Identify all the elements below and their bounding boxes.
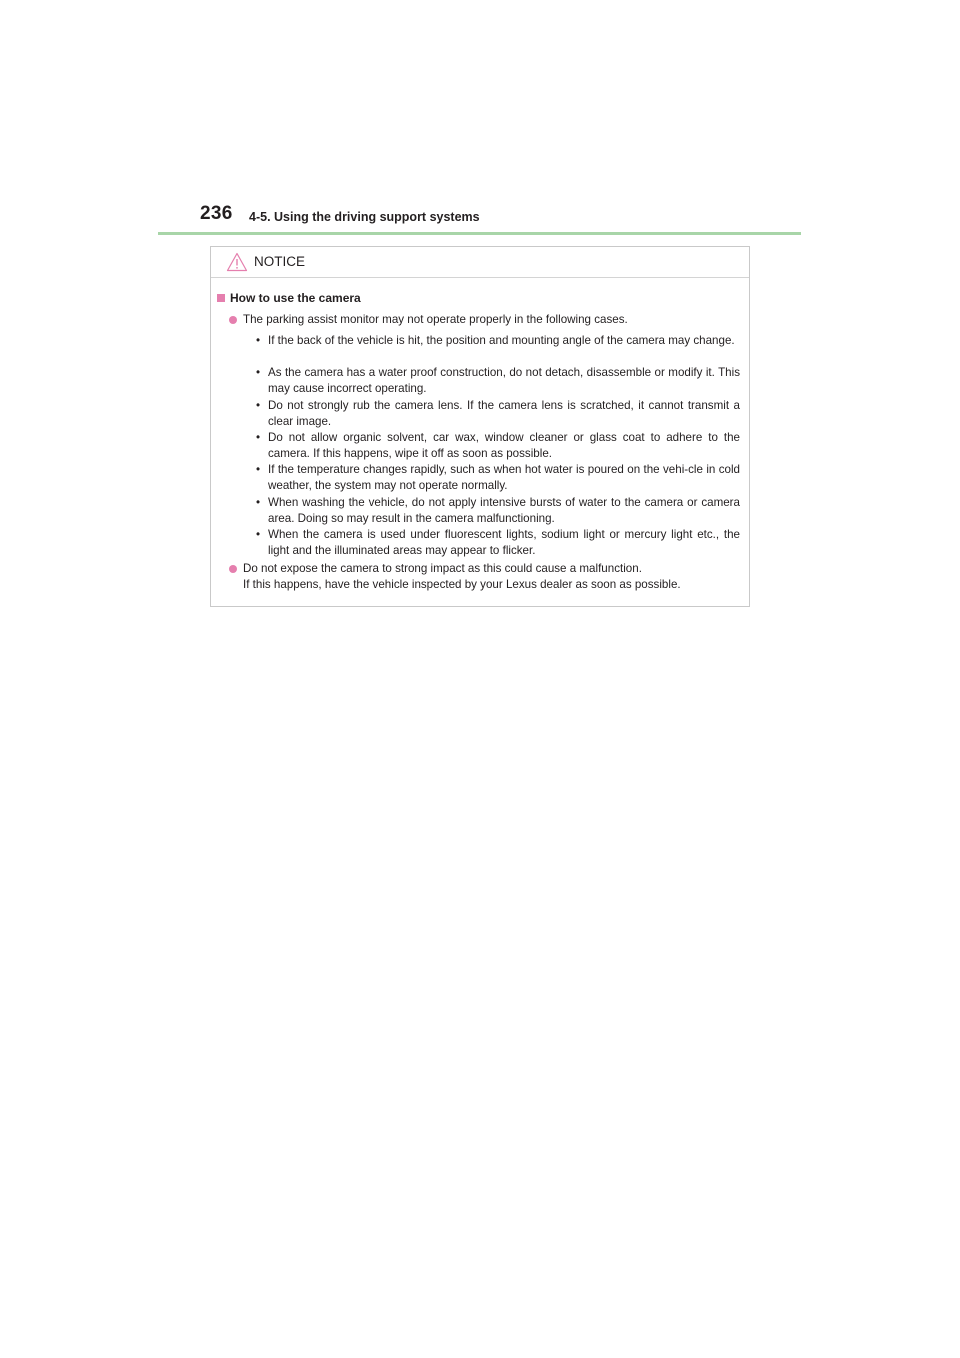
circle-bullet-icon [229,316,237,324]
list-item: • Do not strongly rub the camera lens. If the camera lens is scratched, it cannot transmit a clear image. [256,399,740,428]
list-item: • Do not allow organic solvent, car wax, window cleaner or glass coat to adhere to the camera. If this happens, wipe it off as soon as possible. [256,431,740,460]
notice-header [211,247,749,278]
bullet-text-line2: If this happens, have the vehicle inspected by your Lexus dealer as soon as possible. [243,578,681,591]
list-item: • If the back of the vehicle is hit, the position and mounting angle of the camera may change. [256,333,740,349]
list-item: • If the temperature changes rapidly, such as when hot water is poured on the vehi-cle in cold weather, the system may not operate normally. [256,463,740,492]
section-title: 4-5. Using the driving support systems [249,210,480,224]
notice-title: NOTICE [254,254,306,269]
list-item-text: If the temperature changes rapidly, such as when hot water is poured on the vehi-cle in cold weather, the system may not operate normally. [268,463,740,492]
bullet-item [229,561,744,593]
list-item: • As the camera has a water proof construction, do not detach, disassemble or modify it. This may cause incorrect operating. [256,366,740,395]
header-divider [158,232,801,235]
page-header [158,203,801,235]
circle-bullet-icon [229,565,237,573]
list-item-text: When the camera is used under fluorescent lights, sodium light or mercury light etc., the light and the illuminated areas may appear to flicker. [268,528,740,557]
list-item-text: Do not strongly rub the camera lens. If the camera lens is scratched, it cannot transmit a clear image. [268,399,740,428]
notice-box [210,246,750,607]
list-item: • When washing the vehicle, do not apply intensive bursts of water to the camera or camera area. Doing so may result in the camera malfunctioning. [256,496,740,525]
list-item-text: As the camera has a water proof construction, do not detach, disassemble or modify it. This may cause incorrect operating. [268,366,740,395]
bullet-text-line1: Do not expose the camera to strong impact as this could cause a malfunction. [243,562,642,575]
bullet-text: The parking assist monitor may not operate properly in the following cases. [243,313,628,326]
list-item-text: Do not allow organic solvent, car wax, window cleaner or glass coat to adhere to the camera. If this happens, wipe it off as soon as possible. [268,431,740,460]
bullet-item [229,312,744,328]
subheading-text: How to use the camera [230,291,361,305]
list-item-text: When washing the vehicle, do not apply intensive bursts of water to the camera or camera area. Doing so may result in the camera malfunctioning. [268,496,740,525]
page-number: 236 [200,203,233,224]
square-bullet-icon [217,294,225,302]
warning-triangle-icon [226,252,248,272]
notice-subheading [217,291,361,305]
list-item: • When the camera is used under fluorescent lights, sodium light or mercury light etc., the light and the illuminated areas may appear to flicker. [256,528,740,557]
list-item-text: If the back of the vehicle is hit, the position and mounting angle of the camera may change. [268,334,735,347]
